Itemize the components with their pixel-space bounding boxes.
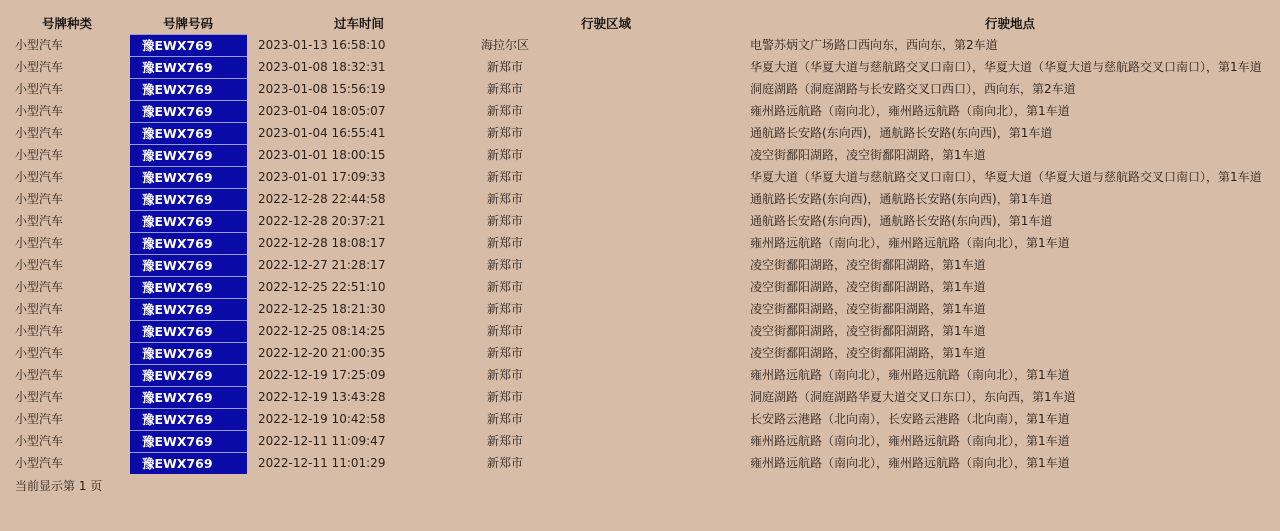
table-row	[0, 78, 1280, 100]
location-cell: 通航路长安路(东向西)，通航路长安路(东向西)，第1车道	[750, 126, 1053, 140]
table-row	[0, 408, 1280, 430]
location-cell: 通航路长安路(东向西)，通航路长安路(东向西)，第1车道	[750, 214, 1053, 228]
location-cell: 凌空街鄱阳湖路，凌空街鄱阳湖路，第1车道	[750, 324, 986, 338]
plate-number-cell[interactable]: 豫EWX769	[130, 386, 247, 408]
pass-time-cell: 2022-12-19 13:43:28	[258, 390, 386, 404]
plate-type-cell: 小型汽车	[15, 104, 64, 118]
plate-type-cell: 小型汽车	[15, 236, 64, 250]
region-cell: 新郑市	[486, 346, 523, 360]
location-cell: 洞庭湖路（洞庭湖路华夏大道交叉口东口），东向西，第1车道	[750, 390, 1076, 404]
pass-time-cell: 2023-01-08 18:32:31	[258, 60, 386, 74]
pass-time-cell: 2023-01-04 16:55:41	[258, 126, 386, 140]
pass-time-cell: 2022-12-25 08:14:25	[258, 324, 386, 338]
plate-type-cell: 小型汽车	[15, 346, 64, 360]
plate-type-cell: 小型汽车	[15, 214, 64, 228]
plate-number-cell[interactable]: 豫EWX769	[130, 254, 247, 276]
location-cell: 雍州路远航路（南向北），雍州路远航路（南向北），第1车道	[750, 236, 1070, 250]
plate-number-cell[interactable]: 豫EWX769	[130, 210, 247, 232]
location-cell: 凌空街鄱阳湖路，凌空街鄱阳湖路，第1车道	[750, 346, 986, 360]
region-cell: 新郑市	[486, 170, 523, 184]
plate-type-cell: 小型汽车	[15, 170, 64, 184]
location-cell: 电警苏炳文广场路口西向东，西向东，第2车道	[750, 38, 998, 52]
pass-time-cell: 2022-12-28 18:08:17	[258, 236, 386, 250]
pass-time-cell: 2022-12-11 11:09:47	[258, 434, 386, 448]
location-cell: 雍州路远航路（南向北），雍州路远航路（南向北），第1车道	[750, 368, 1070, 382]
region-cell: 新郑市	[486, 412, 523, 426]
column-header-plate-number: 号牌号码	[162, 16, 213, 31]
pass-time-cell: 2022-12-25 22:51:10	[258, 280, 386, 294]
table-row	[0, 34, 1280, 56]
location-cell: 凌空街鄱阳湖路，凌空街鄱阳湖路，第1车道	[750, 258, 986, 272]
pass-time-cell: 2023-01-08 15:56:19	[258, 82, 386, 96]
location-cell: 雍州路远航路（南向北），雍州路远航路（南向北），第1车道	[750, 104, 1070, 118]
region-cell: 新郑市	[486, 104, 523, 118]
region-cell: 新郑市	[486, 214, 523, 228]
region-cell: 新郑市	[486, 126, 523, 140]
pass-time-cell: 2022-12-19 17:25:09	[258, 368, 386, 382]
table-row	[0, 452, 1280, 474]
table-row	[0, 298, 1280, 320]
pass-time-cell: 2023-01-01 18:00:15	[258, 148, 386, 162]
plate-number-cell[interactable]: 豫EWX769	[130, 430, 247, 452]
table-row	[0, 56, 1280, 78]
location-cell: 凌空街鄱阳湖路，凌空街鄱阳湖路，第1车道	[750, 148, 986, 162]
plate-number-cell[interactable]: 豫EWX769	[130, 166, 247, 188]
table-row	[0, 166, 1280, 188]
plate-type-cell: 小型汽车	[15, 434, 64, 448]
pass-time-cell: 2022-12-28 20:37:21	[258, 214, 386, 228]
location-cell: 华夏大道（华夏大道与慈航路交叉口南口），华夏大道（华夏大道与慈航路交叉口南口），第1车道	[750, 60, 1262, 74]
plate-type-cell: 小型汽车	[15, 456, 64, 470]
region-cell: 新郑市	[486, 368, 523, 382]
pass-time-cell: 2023-01-01 17:09:33	[258, 170, 386, 184]
table-row	[0, 364, 1280, 386]
plate-number-cell[interactable]: 豫EWX769	[130, 298, 247, 320]
plate-number-cell[interactable]: 豫EWX769	[130, 144, 247, 166]
plate-type-cell: 小型汽车	[15, 258, 64, 272]
region-cell: 新郑市	[486, 236, 523, 250]
region-cell: 新郑市	[486, 82, 523, 96]
pass-time-cell: 2022-12-27 21:28:17	[258, 258, 386, 272]
plate-type-cell: 小型汽车	[15, 38, 64, 52]
plate-type-cell: 小型汽车	[15, 126, 64, 140]
plate-type-cell: 小型汽车	[15, 82, 64, 96]
plate-number-cell[interactable]: 豫EWX769	[130, 452, 247, 474]
plate-number-cell[interactable]: 豫EWX769	[130, 408, 247, 430]
location-cell: 雍州路远航路（南向北），雍州路远航路（南向北），第1车道	[750, 456, 1070, 470]
location-cell: 华夏大道（华夏大道与慈航路交叉口南口），华夏大道（华夏大道与慈航路交叉口南口），第1车道	[750, 170, 1262, 184]
pass-time-cell: 2022-12-25 18:21:30	[258, 302, 386, 316]
plate-type-cell: 小型汽车	[15, 148, 64, 162]
location-cell: 长安路云港路（北向南），长安路云港路（北向南），第1车道	[750, 412, 1070, 426]
table-row	[0, 144, 1280, 166]
plate-number-cell[interactable]: 豫EWX769	[130, 188, 247, 210]
table-row	[0, 342, 1280, 364]
table-row	[0, 276, 1280, 298]
table-row	[0, 386, 1280, 408]
location-cell: 雍州路远航路（南向北），雍州路远航路（南向北），第1车道	[750, 434, 1070, 448]
pass-time-cell: 2022-12-19 10:42:58	[258, 412, 386, 426]
region-cell: 新郑市	[486, 148, 523, 162]
region-cell: 新郑市	[486, 434, 523, 448]
plate-type-cell: 小型汽车	[15, 390, 64, 404]
plate-type-cell: 小型汽车	[15, 368, 64, 382]
pass-time-cell: 2022-12-28 22:44:58	[258, 192, 386, 206]
plate-type-cell: 小型汽车	[15, 192, 64, 206]
plate-type-cell: 小型汽车	[15, 324, 64, 338]
plate-type-cell: 小型汽车	[15, 60, 64, 74]
table-row	[0, 188, 1280, 210]
location-cell: 洞庭湖路（洞庭湖路与长安路交叉口西口），西向东，第2车道	[750, 82, 1076, 96]
pass-time-cell: 2023-01-13 16:58:10	[258, 38, 386, 52]
region-cell: 新郑市	[486, 258, 523, 272]
plate-number-cell[interactable]: 豫EWX769	[130, 56, 247, 78]
table-row	[0, 210, 1280, 232]
pass-time-cell: 2023-01-04 18:05:07	[258, 104, 386, 118]
pass-time-cell: 2022-12-11 11:01:29	[258, 456, 386, 470]
plate-type-cell: 小型汽车	[15, 280, 64, 294]
table-row	[0, 254, 1280, 276]
region-cell: 新郑市	[486, 60, 523, 74]
plate-number-cell[interactable]: 豫EWX769	[130, 100, 247, 122]
page-indicator: 当前显示第 1 页	[15, 479, 103, 493]
location-cell: 通航路长安路(东向西)，通航路长安路(东向西)，第1车道	[750, 192, 1053, 206]
plate-number-cell[interactable]: 豫EWX769	[130, 364, 247, 386]
pass-time-cell: 2022-12-20 21:00:35	[258, 346, 386, 360]
plate-number-cell[interactable]: 豫EWX769	[130, 276, 247, 298]
plate-number-cell[interactable]: 豫EWX769	[130, 34, 247, 56]
region-cell: 新郑市	[486, 192, 523, 206]
table-row	[0, 430, 1280, 452]
column-header-plate-type: 号牌种类	[41, 16, 92, 31]
table-row	[0, 232, 1280, 254]
location-cell: 凌空街鄱阳湖路，凌空街鄱阳湖路，第1车道	[750, 302, 986, 316]
table-row	[0, 320, 1280, 342]
region-cell: 新郑市	[486, 302, 523, 316]
plate-number-cell[interactable]: 豫EWX769	[130, 78, 247, 100]
table-row	[0, 122, 1280, 144]
column-header-pass-time: 过车时间	[333, 16, 384, 31]
region-cell: 新郑市	[486, 390, 523, 404]
plate-number-cell[interactable]: 豫EWX769	[130, 320, 247, 342]
column-header-region: 行驶区域	[580, 16, 631, 31]
region-cell: 新郑市	[486, 280, 523, 294]
table-body	[0, 34, 1280, 474]
plate-number-cell[interactable]: 豫EWX769	[130, 232, 247, 254]
plate-number-cell[interactable]: 豫EWX769	[130, 122, 247, 144]
region-cell: 新郑市	[486, 324, 523, 338]
region-cell: 新郑市	[486, 456, 523, 470]
plate-type-cell: 小型汽车	[15, 412, 64, 426]
plate-type-cell: 小型汽车	[15, 302, 64, 316]
column-header-location: 行驶地点	[984, 16, 1035, 31]
plate-number-cell[interactable]: 豫EWX769	[130, 342, 247, 364]
region-cell: 海拉尔区	[480, 38, 529, 52]
table-row	[0, 100, 1280, 122]
location-cell: 凌空街鄱阳湖路，凌空街鄱阳湖路，第1车道	[750, 280, 986, 294]
